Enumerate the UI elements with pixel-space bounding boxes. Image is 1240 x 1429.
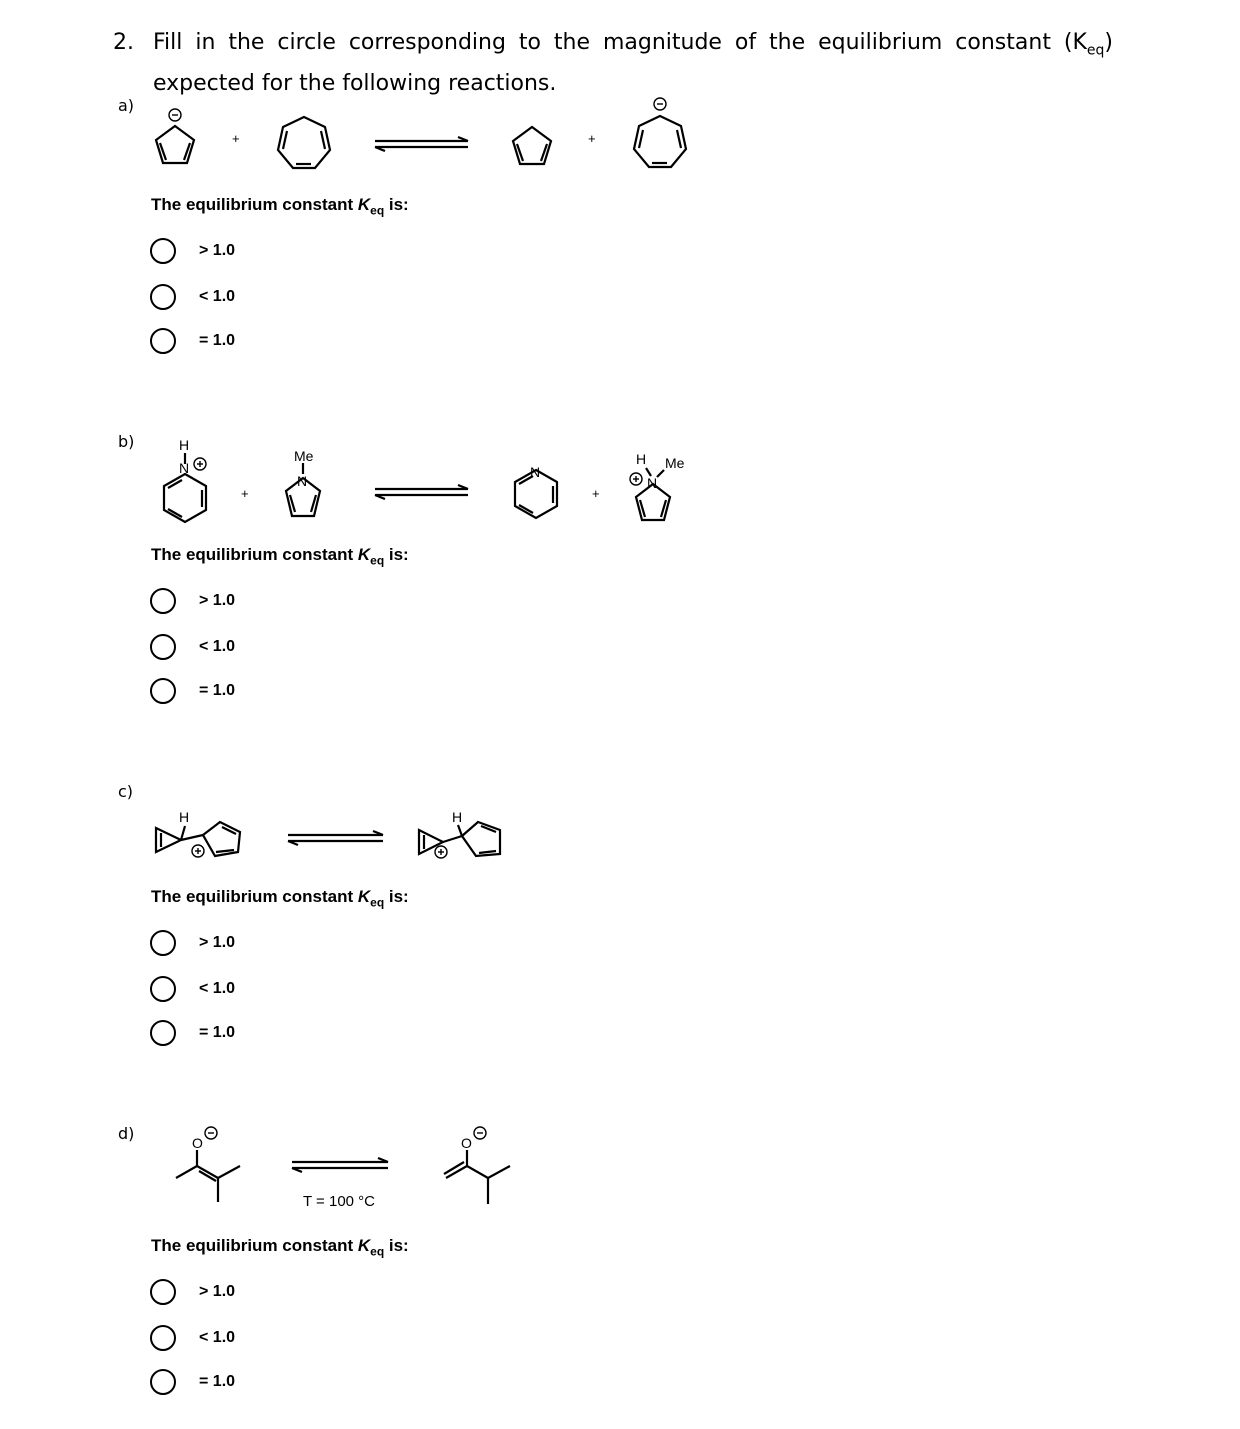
- keq-prompt-c: The equilibrium constant $K_{eq}$ is:: [151, 887, 409, 910]
- reaction-a-scheme: [0, 0, 1240, 200]
- radio-circle[interactable]: [150, 588, 176, 614]
- option-c-less[interactable]: < 1.0: [150, 974, 235, 1004]
- option-d-equal[interactable]: = 1.0: [150, 1367, 235, 1397]
- option-a-greater[interactable]: > 1.0: [150, 236, 235, 266]
- radio-circle[interactable]: [150, 976, 176, 1002]
- radio-circle[interactable]: [150, 634, 176, 660]
- svg-text:N: N: [297, 473, 308, 489]
- radio-circle[interactable]: [150, 284, 176, 310]
- part-a-label: a): [118, 96, 135, 115]
- svg-text:+: +: [592, 486, 600, 501]
- part-b-label: b): [118, 432, 135, 451]
- plus-sign: +: [588, 131, 596, 146]
- option-a-equal[interactable]: = 1.0: [150, 326, 235, 356]
- option-d-greater[interactable]: > 1.0: [150, 1277, 235, 1307]
- reaction-d-scheme: [0, 1120, 1240, 1210]
- part-c-label: c): [118, 782, 134, 801]
- plus-sign: +: [232, 131, 240, 146]
- svg-text:Me: Me: [294, 448, 314, 464]
- keq-prompt-a: The equilibrium constant $K_{eq}$ is:: [151, 195, 409, 218]
- radio-circle[interactable]: [150, 930, 176, 956]
- option-b-equal[interactable]: = 1.0: [150, 676, 235, 706]
- radio-circle[interactable]: [150, 678, 176, 704]
- option-b-less[interactable]: < 1.0: [150, 632, 235, 662]
- keq-prompt-d: The equilibrium constant $K_{eq}$ is:: [151, 1236, 409, 1259]
- part-d-label: d): [118, 1124, 135, 1143]
- option-c-equal[interactable]: = 1.0: [150, 1018, 235, 1048]
- radio-circle[interactable]: [150, 1279, 176, 1305]
- svg-text:H: H: [636, 451, 647, 467]
- radio-circle[interactable]: [150, 1020, 176, 1046]
- svg-text:O: O: [461, 1135, 472, 1151]
- svg-text:N: N: [179, 460, 190, 476]
- svg-text:+: +: [241, 486, 249, 501]
- radio-circle[interactable]: [150, 328, 176, 354]
- radio-circle[interactable]: [150, 238, 176, 264]
- keq-prompt-b: The equilibrium constant $K_{eq}$ is:: [151, 545, 409, 568]
- radio-circle[interactable]: [150, 1325, 176, 1351]
- svg-text:H: H: [179, 437, 190, 453]
- option-b-greater[interactable]: > 1.0: [150, 586, 235, 616]
- reaction-c-scheme: [0, 800, 1240, 890]
- temperature-condition: T = 100 °C: [303, 1193, 376, 1210]
- svg-text:N: N: [647, 475, 658, 491]
- radio-circle[interactable]: [150, 1369, 176, 1395]
- question-number: 2.: [113, 30, 134, 55]
- reaction-b-scheme: [0, 430, 1240, 550]
- question-text: Fill in the circle corresponding to the magnitude of the equilibrium constant $(K_{eq})$ expected for the following reactions.: [153, 30, 1113, 97]
- svg-text:Me: Me: [665, 455, 685, 471]
- svg-text:N: N: [530, 464, 541, 480]
- svg-text:H: H: [179, 809, 190, 825]
- option-c-greater[interactable]: > 1.0: [150, 928, 235, 958]
- svg-text:H: H: [452, 809, 463, 825]
- option-d-less[interactable]: < 1.0: [150, 1323, 235, 1353]
- svg-text:O: O: [192, 1135, 203, 1151]
- option-a-less[interactable]: < 1.0: [150, 282, 235, 312]
